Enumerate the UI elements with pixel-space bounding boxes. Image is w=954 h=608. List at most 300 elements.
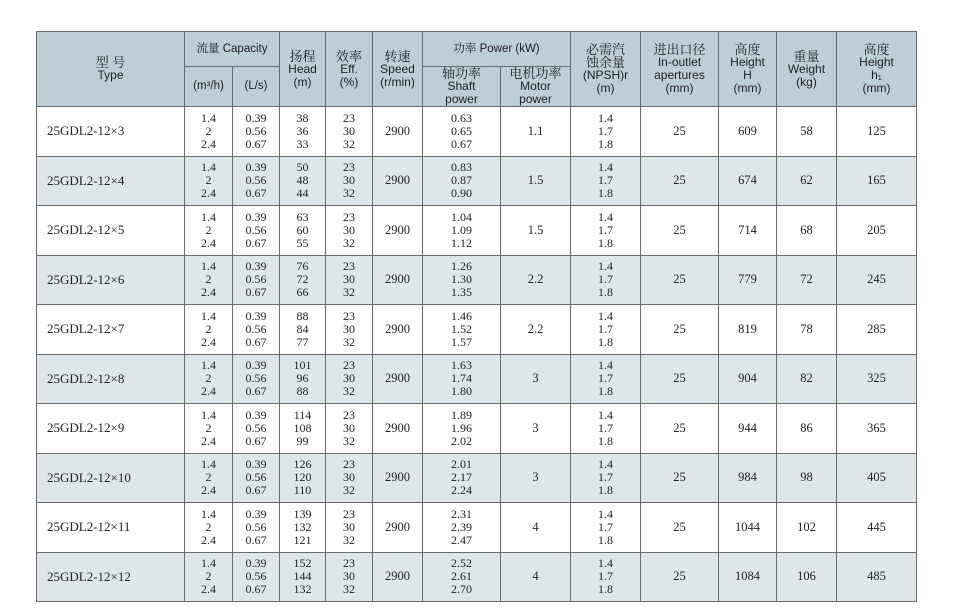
cell-cap-m3h-values [185, 557, 232, 596]
cell-motor: 2.2 [501, 255, 571, 305]
cell-value: 2.52 [451, 556, 472, 571]
cell-cap-ls [233, 354, 280, 404]
cell-value: 2.4 [201, 483, 216, 498]
cell-eff [326, 453, 373, 503]
cell-head-values [280, 260, 325, 299]
header-motor-en1: Motor [520, 79, 551, 93]
cell-aperture: 25 [641, 453, 719, 503]
cell-value: 1.4 [598, 308, 613, 323]
cell-shaft-values [423, 557, 500, 596]
header-speed-unit: (r/min) [380, 74, 415, 89]
cell-value: 0.56 [245, 519, 267, 534]
cell-value: 2 [205, 173, 212, 188]
cell-shaft-values [423, 211, 500, 250]
cell-eff-values [326, 359, 372, 398]
cell-weight: 82 [777, 354, 837, 404]
cell-value: 1.7 [598, 519, 613, 534]
cell-value: 23 [343, 407, 355, 422]
cell-value: 0.56 [245, 173, 267, 188]
header-height-zh: 高度 [734, 42, 761, 57]
cell-value: 30 [343, 470, 355, 485]
cell-value: 1.7 [598, 470, 613, 485]
cell-value: 0.39 [245, 259, 267, 274]
cell-head [280, 354, 326, 404]
cell-speed: 2900 [373, 107, 423, 157]
cell-eff-values [326, 409, 372, 448]
cell-shaft-values [423, 508, 500, 547]
cell-motor: 1.5 [501, 206, 571, 256]
cell-value: 2.01 [451, 457, 472, 472]
cell-value: 1.04 [451, 209, 472, 224]
table-row [37, 354, 917, 404]
cell-h1: 285 [837, 305, 917, 355]
cell-value: 30 [343, 519, 355, 534]
cell-value: 30 [343, 371, 355, 386]
header-power: 功率 Power (kW) [423, 32, 571, 67]
cell-value: 77 [296, 334, 309, 349]
cell-value: 0.87 [451, 173, 472, 188]
header-shaft-en1: Shaft [447, 79, 476, 93]
cell-cap-m3h-values [185, 508, 232, 547]
cell-value: 2.61 [451, 569, 472, 584]
cell-eff-values [326, 310, 372, 349]
cell-value: 0.56 [245, 272, 267, 287]
header-weight [777, 32, 837, 107]
cell-value: 1.26 [451, 259, 472, 274]
cell-head-values [280, 310, 325, 349]
cell-speed: 2900 [373, 255, 423, 305]
cell-cap-m3h [185, 255, 233, 305]
cell-shaft [423, 206, 501, 256]
cell-type: 25GDL2-12×3 [37, 107, 185, 157]
cell-value: 32 [343, 334, 355, 349]
header-speed-en: Speed [380, 61, 415, 76]
cell-shaft [423, 255, 501, 305]
cell-cap-m3h [185, 206, 233, 256]
cell-npsh [571, 404, 641, 454]
cell-value: 0.56 [245, 123, 267, 138]
cell-value: 2.24 [451, 483, 472, 498]
cell-height: 904 [719, 354, 777, 404]
cell-value: 76 [296, 259, 309, 274]
cell-speed: 2900 [373, 453, 423, 503]
table-row [37, 503, 917, 553]
cell-cap-m3h-values [185, 409, 232, 448]
cell-h1: 485 [837, 552, 917, 602]
cell-aperture: 25 [641, 354, 719, 404]
cell-value: 110 [293, 483, 312, 498]
cell-value: 32 [343, 235, 355, 250]
cell-cap-ls-values [233, 161, 279, 200]
cell-aperture: 25 [641, 552, 719, 602]
cell-value: 2 [205, 272, 212, 287]
cell-value: 108 [293, 420, 312, 435]
cell-height: 609 [719, 107, 777, 157]
cell-head-values [280, 112, 325, 151]
cell-value: 0.65 [451, 123, 472, 138]
cell-value: 1.4 [598, 457, 613, 472]
table-row [37, 206, 917, 256]
cell-value: 2 [205, 519, 212, 534]
cell-value: 88 [296, 308, 309, 323]
cell-value: 1.8 [598, 582, 613, 597]
cell-head [280, 107, 326, 157]
cell-value: 0.90 [451, 186, 472, 201]
cell-value: 30 [343, 173, 355, 188]
cell-value: 0.67 [245, 235, 267, 250]
cell-value: 23 [343, 259, 355, 274]
pump-spec-table [36, 31, 917, 602]
cell-value: 0.56 [245, 569, 267, 584]
cell-npsh-values [571, 112, 640, 151]
cell-value: 2 [205, 569, 212, 584]
cell-value: 2.31 [451, 506, 472, 521]
cell-value: 1.57 [451, 334, 472, 349]
cell-cap-m3h [185, 305, 233, 355]
cell-value: 0.39 [245, 556, 267, 571]
header-npsh [571, 32, 641, 107]
cell-cap-m3h-values [185, 211, 232, 250]
cell-shaft [423, 404, 501, 454]
cell-head [280, 552, 326, 602]
cell-eff [326, 156, 373, 206]
cell-cap-m3h-values [185, 161, 232, 200]
header-motor-zh: 电机功率 [509, 66, 562, 81]
cell-head-values [280, 211, 325, 250]
cell-cap-m3h [185, 503, 233, 553]
cell-shaft-values [423, 161, 500, 200]
cell-cap-m3h [185, 404, 233, 454]
header-aperture [641, 32, 719, 107]
cell-head [280, 453, 326, 503]
cell-value: 1.7 [598, 123, 613, 138]
cell-shaft [423, 453, 501, 503]
cell-value: 2.47 [451, 532, 472, 547]
header-motor [501, 67, 571, 107]
cell-eff-values [326, 211, 372, 250]
cell-head [280, 156, 326, 206]
cell-value: 126 [293, 457, 312, 472]
cell-npsh [571, 552, 641, 602]
cell-shaft [423, 552, 501, 602]
cell-value: 2 [205, 222, 212, 237]
cell-value: 30 [343, 222, 355, 237]
header-speed [373, 32, 423, 107]
cell-value: 2.4 [201, 285, 216, 300]
cell-npsh-values [571, 508, 640, 547]
cell-value: 1.4 [598, 506, 613, 521]
cell-value: 84 [296, 321, 309, 336]
cell-weight: 62 [777, 156, 837, 206]
cell-value: 50 [296, 160, 309, 175]
cell-value: 114 [293, 407, 312, 422]
cell-weight: 98 [777, 453, 837, 503]
cell-weight: 68 [777, 206, 837, 256]
cell-value: 0.56 [245, 321, 267, 336]
cell-cap-ls [233, 552, 280, 602]
cell-eff [326, 255, 373, 305]
cell-value: 2 [205, 470, 212, 485]
cell-npsh-values [571, 359, 640, 398]
cell-shaft-values [423, 458, 500, 497]
cell-value: 2.4 [201, 186, 216, 201]
cell-npsh-values [571, 458, 640, 497]
cell-aperture: 25 [641, 503, 719, 553]
header-head-zh: 扬程 [289, 48, 316, 64]
cell-shaft-values [423, 112, 500, 151]
cell-cap-ls-values [233, 211, 279, 250]
header-capacity: 流量 Capacity [185, 32, 280, 67]
cell-value: 30 [343, 420, 355, 435]
cell-type: 25GDL2-12×8 [37, 354, 185, 404]
cell-cap-ls [233, 305, 280, 355]
cell-value: 32 [343, 384, 355, 399]
cell-value: 1.4 [201, 358, 216, 373]
cell-value: 1.4 [201, 407, 216, 422]
cell-value: 2.70 [451, 582, 472, 597]
cell-value: 1.96 [451, 420, 472, 435]
cell-value: 1.8 [598, 186, 613, 201]
cell-cap-m3h-values [185, 458, 232, 497]
cell-cap-ls [233, 156, 280, 206]
pump-spec-table-container [36, 31, 916, 602]
cell-cap-ls [233, 107, 280, 157]
cell-value: 23 [343, 457, 355, 472]
cell-head-values [280, 409, 325, 448]
table-row [37, 107, 917, 157]
cell-value: 23 [343, 506, 355, 521]
cell-value: 23 [343, 110, 355, 125]
table-row [37, 552, 917, 602]
cell-cap-ls-values [233, 310, 279, 349]
cell-value: 0.67 [245, 334, 267, 349]
cell-eff [326, 552, 373, 602]
cell-value: 2.4 [201, 235, 216, 250]
cell-value: 32 [343, 582, 355, 597]
cell-value: 2.4 [201, 532, 216, 547]
cell-cap-ls-values [233, 557, 279, 596]
cell-aperture: 25 [641, 404, 719, 454]
cell-value: 1.4 [201, 308, 216, 323]
cell-npsh-values [571, 211, 640, 250]
cell-motor: 1.5 [501, 156, 571, 206]
cell-value: 1.35 [451, 285, 472, 300]
cell-head [280, 305, 326, 355]
cell-npsh [571, 503, 641, 553]
cell-cap-m3h-values [185, 359, 232, 398]
cell-value: 2.17 [451, 470, 472, 485]
cell-value: 144 [293, 569, 312, 584]
cell-cap-m3h [185, 453, 233, 503]
cell-cap-m3h-values [185, 112, 232, 151]
cell-cap-ls [233, 255, 280, 305]
cell-value: 1.8 [598, 483, 613, 498]
cell-value: 1.4 [598, 259, 613, 274]
cell-cap-ls-values [233, 260, 279, 299]
cell-eff [326, 354, 373, 404]
header-h1-sym: h₁ [871, 68, 882, 82]
cell-value: 0.39 [245, 407, 267, 422]
cell-value: 1.7 [598, 272, 613, 287]
header-cap-m3h: (m³/h) [185, 67, 233, 107]
cell-value: 96 [296, 371, 309, 386]
cell-type: 25GDL2-12×12 [37, 552, 185, 602]
cell-speed: 2900 [373, 552, 423, 602]
cell-value: 0.39 [245, 308, 267, 323]
cell-type: 25GDL2-12×6 [37, 255, 185, 305]
table-row [37, 255, 917, 305]
cell-speed: 2900 [373, 156, 423, 206]
cell-value: 2.39 [451, 519, 472, 534]
header-motor-en2: power [519, 92, 552, 106]
cell-height: 819 [719, 305, 777, 355]
cell-value: 1.8 [598, 433, 613, 448]
cell-value: 1.12 [451, 235, 472, 250]
cell-value: 132 [293, 519, 312, 534]
cell-value: 0.39 [245, 506, 267, 521]
cell-height: 714 [719, 206, 777, 256]
cell-height: 944 [719, 404, 777, 454]
table-row [37, 305, 917, 355]
cell-value: 0.83 [451, 160, 472, 175]
cell-value: 101 [293, 358, 312, 373]
cell-value: 48 [296, 173, 309, 188]
cell-npsh [571, 206, 641, 256]
cell-value: 30 [343, 272, 355, 287]
cell-value: 2 [205, 321, 212, 336]
header-eff-zh: 效率 [335, 48, 362, 64]
cell-head-values [280, 508, 325, 547]
header-aperture-en1: In-outlet [657, 55, 702, 69]
header-aperture-unit: (mm) [665, 81, 694, 95]
cell-value: 1.4 [598, 556, 613, 571]
cell-aperture: 25 [641, 305, 719, 355]
cell-value: 0.67 [245, 384, 267, 399]
cell-motor: 4 [501, 552, 571, 602]
cell-motor: 4 [501, 503, 571, 553]
cell-value: 0.39 [245, 110, 267, 125]
cell-value: 2 [205, 371, 212, 386]
cell-npsh-values [571, 409, 640, 448]
cell-value: 2 [205, 420, 212, 435]
table-header [37, 32, 917, 107]
cell-value: 1.8 [598, 285, 613, 300]
cell-speed: 2900 [373, 305, 423, 355]
cell-value: 0.67 [451, 136, 472, 151]
header-h1 [837, 32, 917, 107]
header-aperture-zh: 进出口径 [653, 42, 706, 57]
cell-npsh [571, 453, 641, 503]
cell-value: 88 [296, 384, 309, 399]
cell-value: 1.30 [451, 272, 472, 287]
cell-value: 0.39 [245, 457, 267, 472]
cell-cap-m3h [185, 354, 233, 404]
cell-weight: 58 [777, 107, 837, 157]
cell-value: 0.67 [245, 186, 267, 201]
cell-weight: 106 [777, 552, 837, 602]
cell-head [280, 404, 326, 454]
cell-value: 0.67 [245, 285, 267, 300]
header-shaft [423, 67, 501, 107]
header-eff [326, 32, 373, 107]
cell-value: 0.67 [245, 532, 267, 547]
header-weight-en: Weight [787, 61, 826, 76]
cell-h1: 325 [837, 354, 917, 404]
header-type-zh: 型 号 [95, 55, 126, 70]
cell-weight: 102 [777, 503, 837, 553]
cell-value: 0.56 [245, 222, 267, 237]
cell-value: 1.8 [598, 235, 613, 250]
cell-value: 2.4 [201, 433, 216, 448]
cell-value: 121 [293, 532, 312, 547]
cell-value: 23 [343, 209, 355, 224]
cell-value: 1.4 [201, 160, 216, 175]
cell-value: 60 [296, 222, 309, 237]
header-h1-zh: 高度 [863, 42, 890, 57]
cell-value: 30 [343, 123, 355, 138]
header-height [719, 32, 777, 107]
cell-cap-ls-values [233, 508, 279, 547]
cell-speed: 2900 [373, 354, 423, 404]
cell-height: 674 [719, 156, 777, 206]
cell-height: 984 [719, 453, 777, 503]
cell-value: 72 [296, 272, 309, 287]
header-weight-zh: 重量 [793, 48, 820, 64]
cell-value: 0.67 [245, 433, 267, 448]
cell-type: 25GDL2-12×9 [37, 404, 185, 454]
cell-motor: 3 [501, 453, 571, 503]
cell-npsh-values [571, 310, 640, 349]
cell-npsh-values [571, 260, 640, 299]
cell-value: 1.7 [598, 420, 613, 435]
cell-value: 23 [343, 308, 355, 323]
cell-value: 1.80 [451, 384, 472, 399]
cell-head-values [280, 161, 325, 200]
cell-value: 66 [296, 285, 309, 300]
cell-cap-ls-values [233, 409, 279, 448]
cell-value: 1.8 [598, 532, 613, 547]
cell-aperture: 25 [641, 206, 719, 256]
cell-value: 0.67 [245, 483, 267, 498]
cell-type: 25GDL2-12×7 [37, 305, 185, 355]
cell-value: 2.4 [201, 334, 216, 349]
cell-value: 1.7 [598, 569, 613, 584]
cell-motor: 1.1 [501, 107, 571, 157]
cell-h1: 125 [837, 107, 917, 157]
cell-motor: 3 [501, 404, 571, 454]
cell-shaft [423, 354, 501, 404]
cell-value: 1.4 [598, 209, 613, 224]
cell-value: 1.7 [598, 371, 613, 386]
cell-type: 25GDL2-12×11 [37, 503, 185, 553]
cell-aperture: 25 [641, 156, 719, 206]
cell-shaft-values [423, 359, 500, 398]
cell-head-values [280, 359, 325, 398]
cell-value: 2.4 [201, 384, 216, 399]
cell-h1: 365 [837, 404, 917, 454]
cell-value: 0.67 [245, 582, 267, 597]
cell-eff [326, 503, 373, 553]
cell-value: 30 [343, 569, 355, 584]
cell-weight: 86 [777, 404, 837, 454]
cell-eff [326, 206, 373, 256]
cell-eff-values [326, 161, 372, 200]
cell-value: 32 [343, 186, 355, 201]
table-body [37, 107, 917, 602]
cell-value: 1.4 [598, 110, 613, 125]
cell-value: 36 [296, 123, 309, 138]
cell-head [280, 206, 326, 256]
